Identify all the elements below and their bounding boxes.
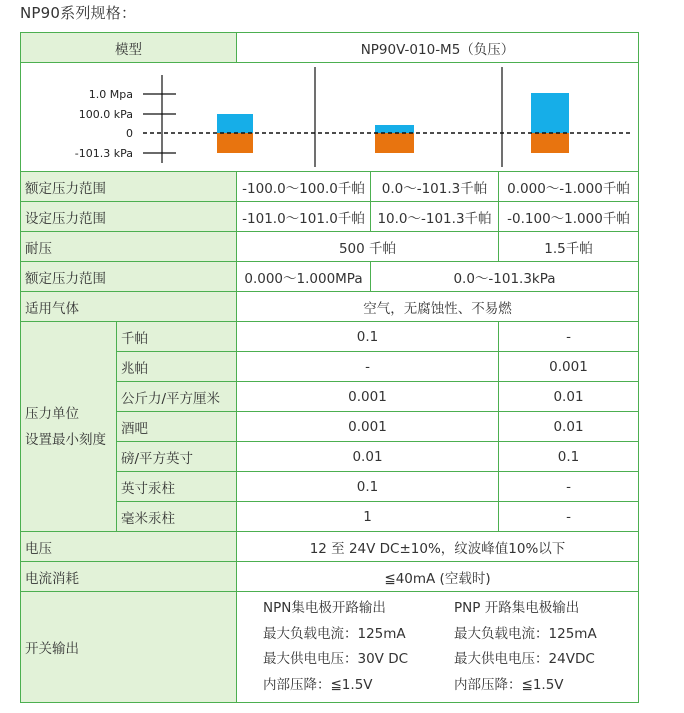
- units-group-label: [21, 322, 117, 532]
- unit-value-a: 0.001: [237, 382, 499, 412]
- voltage-row: [21, 532, 639, 562]
- page-title: NP90系列规格：: [20, 4, 137, 22]
- rated-range-value-1: -100.0～100.0千帕: [237, 172, 371, 202]
- pnp-output-spec: [454, 596, 597, 698]
- scale-label-1mpa: 1.0 Mpa: [88, 88, 133, 101]
- model-row: [21, 33, 639, 63]
- pressure-diagram-cell: [21, 63, 639, 172]
- range-bar-positive-1: [217, 114, 253, 133]
- fluid-label: 适用气体: [21, 292, 237, 322]
- unit-value-b: 0.01: [499, 412, 639, 442]
- withstand-label: 耐压: [21, 232, 237, 262]
- pressure-range-diagram: [21, 63, 639, 171]
- withstand-value-2: 1.5千帕: [499, 232, 639, 262]
- pnp-line: PNP 开路集电极输出: [454, 600, 580, 616]
- voltage-value: 12 至 24V DC±10%，纹波峰值10%以下: [237, 532, 639, 562]
- rated-range-value-2: 0.0～-101.3千帕: [371, 172, 499, 202]
- unit-name: 兆帕: [117, 352, 237, 382]
- fluid-value: 空气，无腐蚀性、不易燃: [237, 292, 639, 322]
- unit-name: 磅/平方英寸: [117, 442, 237, 472]
- range-bar-positive-2: [375, 125, 414, 133]
- unit-name: 千帕: [117, 322, 237, 352]
- npn-output-spec: [263, 596, 408, 698]
- switch-output-value: [237, 592, 639, 703]
- range-bar-negative-1: [217, 133, 253, 153]
- unit-name: 英寸汞柱: [117, 472, 237, 502]
- rated-range-row: [21, 172, 639, 202]
- npn-line: 最大负载电流：125mA: [263, 625, 406, 642]
- unit-value-b: -: [499, 502, 639, 532]
- withstand-row: [21, 232, 639, 262]
- rated-range2-row: [21, 262, 639, 292]
- rated-range-value-3: 0.000～-1.000千帕: [499, 172, 639, 202]
- unit-name: 公斤力/平方厘米: [117, 382, 237, 412]
- spec-table: [20, 32, 639, 703]
- unit-value-b: 0.001: [499, 352, 639, 382]
- unit-value-b: -: [499, 322, 639, 352]
- set-range-value-1: -101.0～101.0千帕: [237, 202, 371, 232]
- npn-line: NPN集电极开路输出: [263, 600, 386, 616]
- unit-name: 毫米汞柱: [117, 502, 237, 532]
- scale-label-100kpa: 100.0 kPa: [78, 108, 133, 121]
- current-row: [21, 562, 639, 592]
- model-label: 模型: [21, 33, 237, 63]
- set-range-value-2: 10.0～-101.3千帕: [371, 202, 499, 232]
- voltage-label: 电压: [21, 532, 237, 562]
- unit-value-a: -: [237, 352, 499, 382]
- unit-value-a: 0.001: [237, 412, 499, 442]
- unit-value-b: -: [499, 472, 639, 502]
- current-value: ≦40mA (空载时): [237, 562, 639, 592]
- set-range-row: [21, 202, 639, 232]
- rated-range2-value-2: 0.0～-101.3kPa: [371, 262, 639, 292]
- range-bar-negative-3: [531, 133, 569, 153]
- range-bar-negative-2: [375, 133, 414, 153]
- pnp-line: 最大负载电流：125mA: [454, 625, 597, 642]
- set-range-value-3: -0.100～1.000千帕: [499, 202, 639, 232]
- pnp-line: 内部压降：≦1.5V: [454, 676, 564, 693]
- units-label-line2: 设置最小刻度: [25, 431, 106, 448]
- unit-name: 酒吧: [117, 412, 237, 442]
- switch-output-row: [21, 592, 639, 703]
- unit-value-a: 1: [237, 502, 499, 532]
- rated-range-label: 额定压力范围: [21, 172, 237, 202]
- unit-value-a: 0.1: [237, 322, 499, 352]
- npn-line: 内部压降：≦1.5V: [263, 676, 373, 693]
- unit-value-b: 0.01: [499, 382, 639, 412]
- set-range-label: 设定压力范围: [21, 202, 237, 232]
- current-label: 电流消耗: [21, 562, 237, 592]
- unit-row: [21, 322, 639, 352]
- model-value: NP90V-010-M5（负压）: [237, 33, 639, 63]
- rated-range2-label: 额定压力范围: [21, 262, 237, 292]
- unit-value-b: 0.1: [499, 442, 639, 472]
- withstand-value-1: 500 千帕: [237, 232, 499, 262]
- npn-line: 最大供电电压：30V DC: [263, 651, 409, 667]
- pnp-line: 最大供电电压：24VDC: [454, 651, 595, 667]
- units-label-line1: 压力单位: [25, 405, 79, 422]
- rated-range2-value-1: 0.000～1.000MPa: [237, 262, 371, 292]
- switch-output-label: 开关输出: [21, 592, 237, 703]
- fluid-row: [21, 292, 639, 322]
- diagram-row: [21, 63, 639, 172]
- unit-value-a: 0.1: [237, 472, 499, 502]
- scale-label-zero: 0: [126, 127, 133, 140]
- range-bar-positive-3: [531, 93, 569, 133]
- unit-value-a: 0.01: [237, 442, 499, 472]
- scale-label-neg101kpa: -101.3 kPa: [74, 147, 133, 160]
